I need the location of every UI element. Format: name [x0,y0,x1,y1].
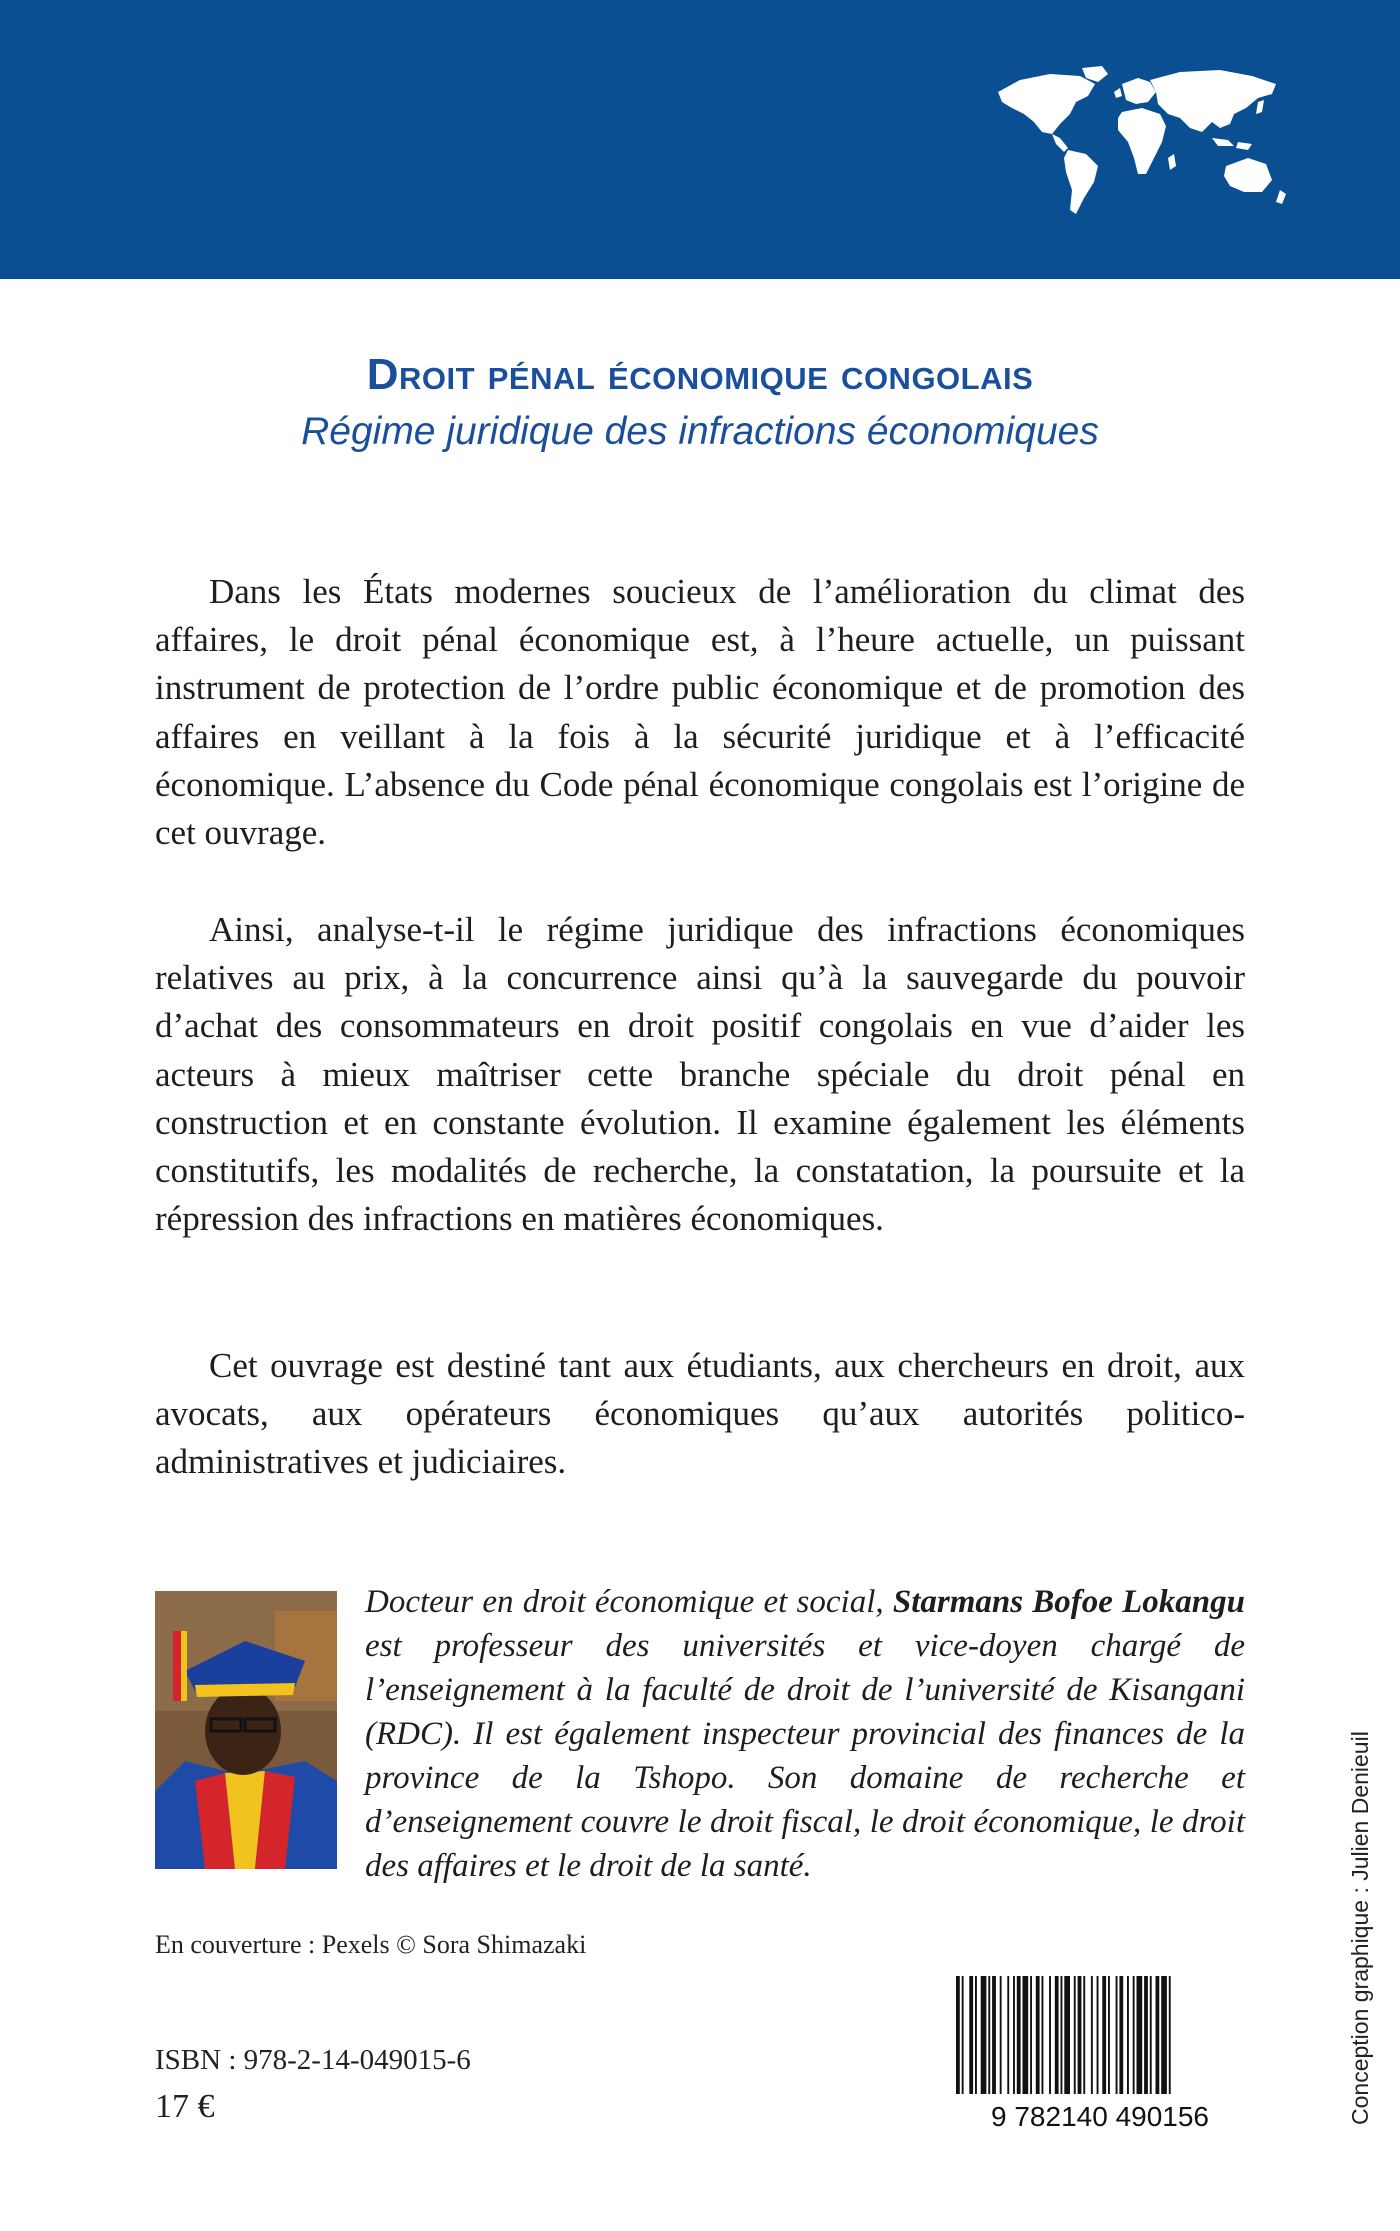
summary-paragraph: Cet ouvrage est destiné tant aux étudiants, aux chercheurs en droit, aux avocats, aux opérateurs économiques qu’aux autorités politico-administratives et judiciaires. [155,1346,1245,1482]
barcode-bar [1133,1976,1135,2094]
barcode-bar [1083,1976,1085,2094]
author-bio [365,1580,1245,1888]
barcode-bar [1061,1976,1063,2094]
price: 17 € [155,2088,215,2125]
author-name: Starmans Bofoe Lokangu [892,1584,1245,1620]
barcode-bar [992,1976,996,2094]
barcode-bar [1161,1976,1167,2094]
barcode-bar [975,1976,977,2094]
summary-paragraph: Ainsi, analyse-t-il le régime juridique des infractions économiques relatives au prix, à la concurrence ainsi qu’à la sauvegarde du pouvoir d’achat des consommateurs en droit positif congolais en vue d’aider les acteurs à mieux maîtriser cette branche spéciale du droit pénal en construction et en constante évolution. Il examine également les éléments constitutifs, les modalités de recherche, la constatation, la poursuite et la répression des infractions en matières économiques. [155,910,1245,1239]
barcode-bar [1023,1976,1029,2094]
barcode-bar [1036,1976,1040,2094]
barcode-bar [1017,1976,1021,2094]
barcode-bar [1150,1976,1152,2094]
barcode-bar [962,1976,964,2094]
summary-paragraph: Dans les États modernes soucieux de l’amélioration du climat des affaires, le droit pénal économique est, à l’heure actuelle, un puissant instrument de protection de l’ordre public économique et de promotion des affaires en veillant à la fois à la sécurité juridique et à l’efficacité économique. L’absence du Code pénal économique congolais est l’origine de cet ouvrage. [155,572,1245,853]
isbn: ISBN : 978-2-14-049015-6 [155,2044,471,2076]
barcode-bar [1007,1976,1009,2094]
barcode-bar [1030,1976,1032,2094]
barcode-bar [1000,1976,1002,2094]
barcode-bar [1102,1976,1106,2094]
barcode-bar [1169,1976,1171,2094]
barcode-number: 9 782140 490156 [991,2101,1209,2132]
book-title: Droit pénal économique congolais [366,350,1034,399]
cover-credit: En couverture : Pexels © Sora Shimazaki [155,1930,587,1959]
author-bio-intro: Docteur en droit économique et social, [365,1584,884,1620]
barcode-bar [1137,1976,1143,2094]
barcode [950,1972,1250,2132]
barcode-bar [1144,1976,1148,2094]
author-portrait-image [155,1591,337,1869]
barcode-bar [988,1976,990,2094]
barcode-bar [1049,1976,1051,2094]
barcode-bar [1127,1976,1129,2094]
barcode-bar [1078,1976,1082,2094]
designer-credit: Conception graphique : Julien Denieuil [1347,1731,1373,2125]
barcode-bar [1116,1976,1118,2094]
author-photo [155,1591,337,1869]
barcode-bar [1119,1976,1123,2094]
book-subtitle: Régime juridique des infractions économiques [301,410,1099,453]
barcode-bar [956,1976,960,2094]
barcode-bar [1042,1976,1044,2094]
barcode-bar [1055,1976,1059,2094]
barcode-bar [1064,1976,1070,2094]
barcode-bar [1091,1976,1093,2094]
barcode-bar [969,1976,973,2094]
author-bio-text: est professeur des universités et vice-doyen chargé de l’enseignement à la faculté de droit de l’université de Kisangani (RDC). Il est également inspecteur provincial des finances de la province de la Tshopo. Son domaine de recherche et d’enseignement couvre le droit fiscal, le droit économique, le droit des affaires et le droit de la santé. [365,1628,1245,1884]
barcode-bar [1097,1976,1099,2094]
barcode-bar [1156,1976,1160,2094]
world-map-icon [990,62,1290,222]
top-color-band [0,0,1400,279]
barcode-bar [1074,1976,1076,2094]
barcode-bar [1013,1976,1015,2094]
barcode-bar [1108,1976,1110,2094]
barcode-bar [981,1976,987,2094]
